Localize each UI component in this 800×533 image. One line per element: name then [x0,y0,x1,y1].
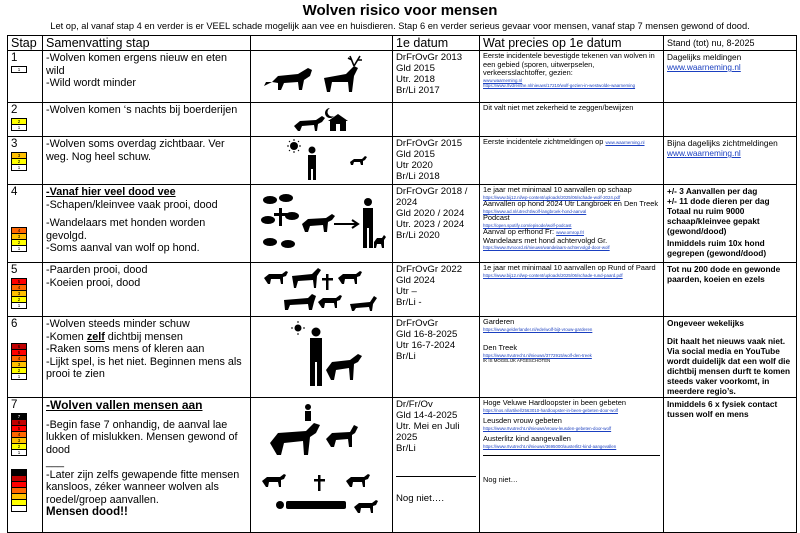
summary-heading: -Wolven vallen mensen aan [46,398,203,412]
person-icon [308,147,316,181]
date-line: Br/Li 2020 [396,230,440,241]
step-cell [8,317,43,398]
date-line: DrFrOvGr 2022 [396,264,463,275]
level-box: 3 [11,437,27,444]
col-stap: Stap [8,36,43,51]
col-datum: 1e datum [393,36,480,51]
illustration-cell [251,51,393,103]
level-indicator [11,153,39,171]
col-samenvatting: Samenvatting stap [43,36,251,51]
date-line: Utr. 2023 / 2024 [396,219,465,230]
page-subtitle: Let op, al vanaf stap 4 en verder is er VEEL schade mogelijk aan vee en huisdieren. Stap 6 en verder serieus gevaar voor mensen, vanaf stap 7 mensen gewond of dood. [50,21,750,31]
date-line: Gld 2020 / 2024 [396,208,465,219]
summary-line: -Wolven soms overdag zichtbaar. Ver weg. Nog heel schuw. [46,138,225,163]
human-attack-illustration [254,399,388,529]
detail-cell [480,317,664,398]
level-box: 5 [11,425,27,432]
status-text: Dagelijks meldingen [667,52,742,62]
summary-cell [43,263,251,317]
livestock-attack-illustration [254,186,388,260]
level-box: 1 [11,373,27,380]
detail-text: Austerlitz kind aangevallen [483,434,571,444]
summary-line: -Raken soms mens of kleren aan [46,343,205,355]
col-stand: Stand (tot) nu, 8-2025 [664,36,797,51]
source-link[interactable]: https://open.spotify.com/episode/wolf-podcast [483,222,572,228]
table-row [8,263,797,317]
col-image [251,36,393,51]
detail-cell [480,263,664,317]
level-box [11,505,27,512]
status-cell [664,51,797,103]
status-cell [664,103,797,137]
level-box: 2 [11,296,27,303]
level-box: 1 [11,449,27,456]
summary-cell [43,137,251,185]
level-box: 5 [11,349,27,356]
date-line: Nog niet…. [396,493,444,504]
status-cell [664,317,797,398]
status-cell [664,398,797,533]
horse-icon [292,268,321,288]
detail-cell [480,137,664,185]
illustration-cell [251,185,393,263]
date-line: DrFrOvGr 2015 [396,138,463,149]
wolf-icon [350,156,367,165]
large-livestock-illustration [254,264,388,314]
summary-fragment: dichtbij mensen [104,330,183,343]
source-link[interactable]: https://www.rtvnoord.nl/nieuws/wandelaars-achtervolgd-door-wolf [483,245,610,251]
step-cell [8,398,43,533]
detail-cell [480,185,664,263]
level-box: 7 [11,413,27,420]
level-box: 4 [11,431,27,438]
source-link[interactable]: www.omrop.frl [556,230,584,236]
wolf-deer-illustration [254,52,388,100]
date-line: Gld 2015 [396,63,435,74]
summary-fragment: -Komen [46,330,87,343]
date-line: DrFrOvGr 2013 [396,52,463,63]
status-cell [664,263,797,317]
date-line: Utr. 2018 [396,74,435,85]
level-box: 6 [11,419,27,426]
detail-text: Leusden vrouw gebeten [483,416,562,426]
lying-person-icon [276,501,346,509]
step-number: 3 [11,138,18,150]
step-cell [8,103,43,137]
level-box: 5 [11,278,27,285]
cross-icon [322,274,333,290]
step-number: 7 [11,399,18,411]
level-indicator [11,470,39,512]
step-number: 5 [11,264,18,276]
level-box: 4 [11,284,27,291]
source-link[interactable]: https://www.rtvutrecht.nl/nieuws/3772915/wolf-den-treek [483,352,592,358]
date-cell [393,103,480,137]
source-link[interactable]: https://nos.nl/artikel/2563010-hardloopster-in-been-gebeten-door-wolf [483,407,618,413]
level-box: 3 [11,290,27,297]
date-cell [393,398,480,533]
level-box: 3 [11,152,27,159]
summary-heading: Mensen dood!! [46,506,128,518]
date-line: Utr 16-7-2024 [396,340,456,351]
cow-icon [284,294,316,310]
status-text: Dit haalt het nieuws vaak niet. Via social media en YouTube wordt duidelijk dat een wolf die dichtbij mensen durft te komen steeds vaker voorkomt, in meerdere regio’s. [667,336,791,396]
level-box: 1 [11,245,27,252]
waarneming-link[interactable]: www.waarneming.nl [667,148,741,158]
summary-line: -Koeien prooi, dood [46,276,141,289]
table-row [8,185,797,263]
date-line: 2025 [396,432,418,443]
status-text: Inmiddels 6 x fysiek contact tussen wolf en mens [667,399,778,419]
date-line: Br/Li 2018 [396,171,440,182]
date-line: 2024 [396,197,418,208]
horse-icon [350,296,377,311]
date-line: Dr/Fr/Ov [396,399,433,410]
cross-icon [274,208,287,226]
summary-line: -Wolven komen ‘s nachts bij boerderijen [46,104,238,116]
detail-text: Hoge Veluwe Hardloopster in been gebeten [483,398,626,407]
step-number: 2 [11,104,18,116]
summary-line: -Wandelaars met honden worden gevolgd. [46,217,206,242]
detail-text: Eerste incidentele bevestigde tekenen van wolven in een gebied (sporen, uitwerpselen, verkeersslachtoffer, gezien: [483,51,655,78]
wolf-icon [264,271,288,284]
wolf-icon [294,116,325,131]
status-cell [664,137,797,185]
wolf-icon [338,271,362,284]
wolf-icon [270,423,320,455]
step-cell [8,263,43,317]
detail-cell [480,103,664,137]
detail-text: 1e jaar met minimaal 10 aanvallen op Rund of Paard [483,263,656,272]
summary-line: -Wolven komen ergens nieuw en eten wild [46,52,228,77]
source-link[interactable]: www.waarneming.nl [483,77,523,83]
level-box: 1 [11,66,27,73]
status-text: +/- 11 dode dieren per dag [667,196,770,206]
deer-icon [324,56,362,92]
illustration-cell [251,103,393,137]
date-cell [393,51,480,103]
level-indicator [11,344,39,380]
date-cell [393,263,480,317]
detail-text: Dit valt niet met zekerheid te zeggen/bewijzen [483,103,634,112]
moon-icon [325,108,334,118]
summary-heading: -Vanaf hier veel dood vee [46,186,176,198]
sun-icon [287,139,301,153]
table-row [8,317,797,398]
wolf-icon [326,354,362,380]
daytime-sighting-illustration [254,138,388,182]
wolf-icon [318,295,342,308]
close-contact-illustration [254,318,388,390]
summary-line: -Schapen/kleinvee vaak prooi, dood [46,198,218,211]
detail-cell [480,51,664,103]
level-indicator [11,119,39,131]
wolf-icon [262,474,286,487]
level-box: 1 [11,302,27,309]
detail-text: Den Treek [483,343,518,353]
status-text: Inmiddels ruim 10x hond gegrepen (gewond/dood) [667,238,767,258]
summary-line: -Paarden prooi, dood [46,264,148,276]
step-cell [8,185,43,263]
date-cell [393,185,480,263]
detail-text: Aanvallen op hond 2024 Utr Langbroek en Den Treek [483,199,659,209]
source-link[interactable]: https://www.rtvutrecht.nl/nieuws/vrouw-leusden-gebeten-door-wolf [483,425,612,431]
waarneming-link[interactable]: www.waarneming.nl [667,62,741,72]
summary-separator: ___ [46,456,65,468]
detail-text: Eerste incidentele zichtmeldingen op [483,137,604,146]
illustration-cell [251,317,393,398]
summary-line: -Soms aanval van wolf op hond. [46,242,200,254]
level-box: 4 [11,355,27,362]
summary-cell [43,51,251,103]
night-farm-illustration [254,104,388,134]
cross-icon [314,475,325,491]
summary-cell [43,103,251,137]
col-wat: Wat precies op 1e datum [480,36,664,51]
summary-line: -Wolven steeds minder schuw [46,318,190,330]
table-row [8,137,797,185]
table-row [8,51,797,103]
summary-line: -Later zijn zelfs gewapende fitte mensen kansloos, zéker wanneer wolven als roedel/groep aanvallen. [46,468,240,506]
summary-cell [43,398,251,533]
detail-text: 1e jaar met minimaal 10 aanvallen op schaap [483,185,632,194]
date-line: DrFrOvGr [396,318,439,329]
date-line: Br/Li [396,351,416,362]
level-box: 6 [11,343,27,350]
date-line: Utr – [396,286,417,297]
summary-line: -Begin fase 7 onhandig, de aanval lae lukken of mislukken. Mensen gewond of dood [46,418,238,456]
child-icon [305,404,311,421]
level-indicator [11,414,39,456]
status-text: Bijna dagelijks zichtmeldingen [667,138,778,148]
source-link[interactable]: https://www.rtvutrecht.nl/nieuws/3695000/austerlitz-kind-aangevallen [483,443,617,449]
source-link[interactable]: www.waarneming.nl [605,140,645,145]
detail-text: Podcast [483,213,510,223]
source-link[interactable]: https://www.gelderlander.nl/ede/wolf-bijt-vrouw-garderen [483,326,593,332]
detail-cell [480,398,664,533]
summary-line: -Lijkt spel, is het niet. Beginnen mens als prooi te zien [46,355,242,380]
level-box: 2 [11,239,27,246]
level-box: 3 [11,361,27,368]
wolf-icon [264,68,312,90]
status-text: Ongeveer wekelijks [667,318,745,328]
detail-text: Garderen [483,317,515,326]
header-row [8,36,797,51]
level-box: 2 [11,158,27,165]
illustration-cell [251,398,393,533]
wolf-icon [326,425,358,447]
date-line: Br/Li 2017 [396,85,440,96]
date-line: Utr 2020 [396,160,433,171]
date-line: Gld 16-8-2025 [396,329,458,340]
detail-text: Nog niet… [483,475,518,485]
page-title: Wolven risico voor mensen [302,2,498,19]
illustration-cell [251,137,393,185]
level-box: 4 [11,227,27,234]
level-box: 2 [11,367,27,374]
date-cell [393,317,480,398]
detail-text: Aanval op erfhond Fr: [483,227,555,237]
step-cell [8,51,43,103]
summary-cell [43,185,251,263]
level-box: 2 [11,443,27,450]
risk-table [7,35,797,533]
step-number: 6 [11,318,18,330]
step-number: 1 [11,52,18,64]
date-cell [393,137,480,185]
date-line: Utr. Mei en Juli [396,421,460,432]
date-line: Br/Li [396,443,416,454]
table-row [8,103,797,137]
step-cell [8,137,43,185]
level-box: 1 [11,164,27,171]
source-note: IK IS MOGELIJK AFGESCHOTEN [483,358,551,364]
level-indicator [11,228,39,252]
status-cell [664,185,797,263]
summary-line: -Wild wordt minder [46,77,136,89]
source-link[interactable]: https://www.bij12.nl/wp-content/uploads/2025/06/schade-rund-paard.pdf [483,272,623,278]
status-text: Totaal nu ruim 9000 schaap/kleinvee gepakt (gewond/dood) [667,206,760,236]
source-link[interactable]: https://www.rtvdrenthe.nl/nieuws/17210/wolf-gezien-in-westwolde-waarneming [483,83,636,89]
summary-line [46,331,247,344]
person-icon [310,328,322,387]
detail-text: Wandelaars met hond achtervolgd Gr. [483,235,608,245]
date-line: Gld 2015 [396,149,435,160]
date-line: Gld 14-4-2025 [396,410,458,421]
wolf-icon [354,500,378,513]
wolf-icon [302,214,335,232]
level-indicator [11,67,39,73]
summary-cell [43,317,251,398]
status-text: +/- 3 Aanvallen per dag [667,186,758,196]
sun-icon [291,321,305,335]
source-link[interactable]: https://www.bij12.nl/wp-content/uploads/2025/06/schade-wolf-2024.pdf [483,194,621,200]
illustration-cell [251,263,393,317]
table-row [8,398,797,533]
wolf-icon [346,474,370,487]
date-line: Gld 2024 [396,275,435,286]
level-box: 1 [11,124,27,131]
level-box: 2 [11,118,27,125]
person-icon [363,198,373,248]
status-text: Tot nu 200 dode en gewonde paarden, koeien en ezels [667,264,781,284]
level-box: 3 [11,233,27,240]
date-line: Br/Li - [396,297,422,308]
summary-emphasis: zelf [86,330,105,343]
dog-icon [374,235,386,248]
step-number: 4 [11,186,18,198]
source-link[interactable]: https://www.ad.nl/utrecht/wolf-langbroek-hond-aanval [483,208,587,214]
level-indicator [11,279,39,309]
date-line: DrFrOvGr 2018 / [396,186,468,197]
